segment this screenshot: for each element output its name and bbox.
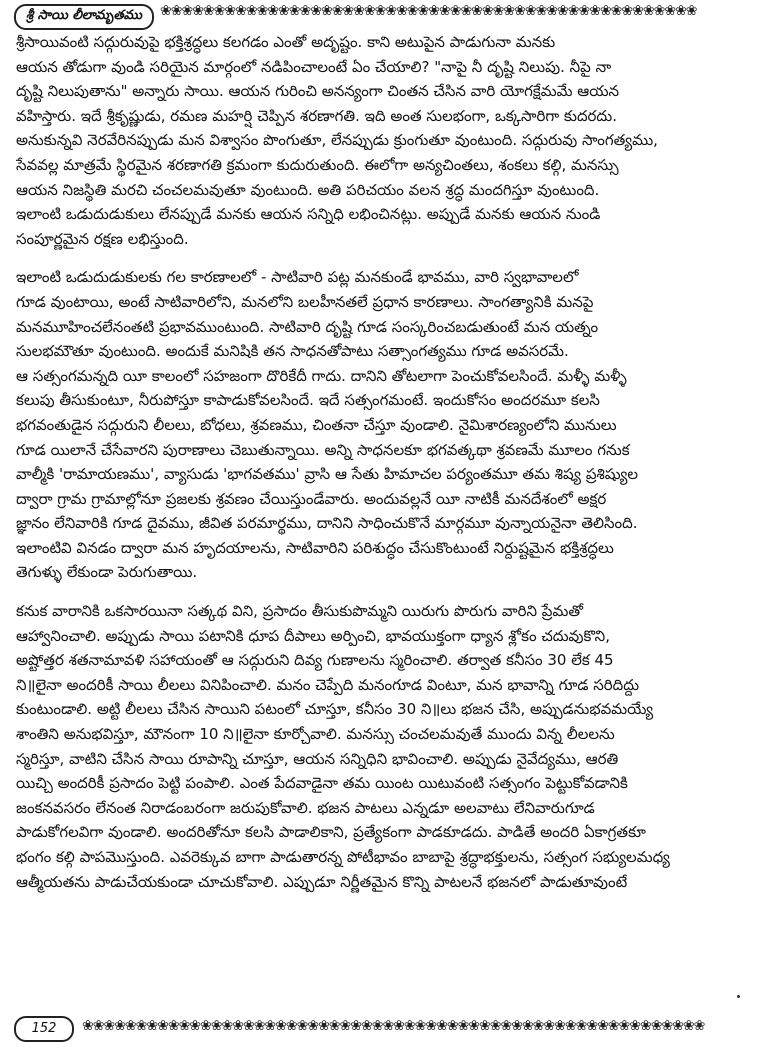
text-line: ఆహ్వానించాలి. అప్పుడు సాయి పటానికి ధూప దీపాలు అర్పించి, భావయుక్తంగా ధ్యాన శ్లోకం చదువుకొని, <box>16 626 610 645</box>
text-line: సేవవల్ల మాత్రమే స్థిరమైన శరణాగతి క్రమంగా కుదురుతుంది. ఈలోగా అన్యచింతలు, శంకలు కల్గి, మనస్సు <box>16 155 619 174</box>
text-line: కుంటుండాలి. అట్టి లీలలు చేసిన సాయిని పటంలో చూస్తూ, కనీసం 30 ని॥లు భజన చేసి, అప్పుడనుభవమయ్యే <box>16 700 654 719</box>
text-line: భంగం కల్గి పాపమొస్తుంది. ఎవరెక్కువ బాగా పాడుతారన్న పోటీభావం బాబాపై శ్రద్ధాభక్తులను, సత్సంగ సభ్యులమధ్య <box>16 848 670 866</box>
text-line: జంకనవసరం లేనంత నిరాడంబరంగా జరుపుకోవాలి. భజన పాటలు ఎన్నడూ అలవాటు లేనివారుగూడ <box>16 798 595 817</box>
text-line: ఆ సత్సంగమన్నది యీ కాలంలో సహజంగా దొరికేదీ గాదు. దానిని తోటలాగా పెంచుకోవలసిందే. మళ్ళీ మళ్ళీ <box>16 366 627 385</box>
book-title: శ్రీ సాయి లీలామృతము <box>14 4 154 30</box>
bottom-decorative-border: ❀❀❀❀❀❀❀❀❀❀❀❀❀❀❀❀❀❀❀❀❀❀❀❀❀❀❀❀❀❀❀❀❀❀❀❀❀❀❀❀❀❀❀❀❀❀❀❀❀❀❀❀❀❀❀❀❀❀ <box>82 1018 705 1034</box>
text-line: వహిస్తారు. ఇదే శ్రీకృష్ణుడు, రమణ మహర్షి చెప్పిన శరణాగతి. ఇది అంత సులభంగా, ఒక్కసారిగా కుదరదు. <box>16 106 617 125</box>
text-line: వాల్మీకి 'రామాయణము', వ్యాసుడు 'భాగవతము' వ్రాసి ఆ సేతు హిమాచల పర్యంతమూ తమ శిష్య ప్రశిష్యుల <box>16 465 638 484</box>
text-line: సంపూర్ణమైన రక్షణ లభిస్తుంది. <box>16 229 189 248</box>
text-line: ఇలాంటి ఒడుదుడుకులు లేనప్పుడే మనకు ఆయన సన్నిధి లభించినట్లు. అప్పుడే మనకు ఆయన నుండి <box>16 205 601 224</box>
text-line: ని॥లైనా అందరికీ సాయి లీలలు వినిపించాలి. మనం చెప్పేది మనంగూడ వింటూ, మన భావాన్ని గూడ సరిదిద్దు <box>16 675 640 694</box>
text-line: భగవంతుడైన సద్గురుని లీలలు, బోధలు, శ్రవణము, చింతనా చేస్తూ వుండాలి. నైమిశారణ్యంలోని మునులు <box>16 415 617 434</box>
page-number: 152 <box>14 1016 74 1042</box>
text-line: యిచ్చి అందరికీ ప్రసాదం పెట్టి పంపాలి. ఎంత పేదవాడైనా తమ యింట యిటువంటి సత్సంగం పెట్టుకోవడానికి <box>16 774 628 793</box>
text-line: ఇలాంటివి వినడం ద్వారా మన హృదయాలను, సాటివారిని పరిశుద్ధం చేసుకొంటుంటే నిర్దుష్టమైన భక్తిశ్రద్ధలు <box>16 538 614 557</box>
text-line: పాడుకోగలవిగా వుండాలి. అందరితోనూ కలసి పాడాలికాని, ప్రత్యేకంగా పాడకూడదు. పాడితే అందరి ఏకాగ్రతకూ <box>16 823 646 842</box>
text-line: ద్వారా గ్రామ గ్రామాల్లోనూ ప్రజలకు శ్రవణం చేయిస్తుండేవారు. అందువల్లనే యీ నాటికీ మనదేశంలో అక్షర <box>16 489 607 508</box>
text-line: ఆత్మీయతను పాడుచేయకుండా చూచుకోవాలి. ఎప్పుడూ నిర్ణీతమైన కొన్ని పాటలనే భజనలో పాడుతూవుంటే <box>16 872 628 891</box>
text-line: జ్ఞానం లేనివారికి గూడ దైవము, జీవిత పరమార్థము, దానిని సాధించుకొనే మార్గమూ వున్నాయనైనా తెలిసింది. <box>16 514 638 533</box>
text-line: గూడ వుంటాయి, అంటే సాటివారిలోని, మనలోని బలహీనతలే ప్రధాన కారణాలు. సాంగత్యానికి మనపై <box>16 292 594 311</box>
text-line: దృష్టి నిలుపుతాను" అన్నారు సాయి. ఆయన గురించి అనన్యంగా చింతన చేసిన వారి యోగక్షేమమే ఆయన <box>16 82 620 101</box>
text-line: శాంతిని అనుభవిస్తూ, మౌనంగా 10 ని॥లైనా కూర్చోవాలి. మనస్సు చంచలమవుతే ముందు విన్న లీలలను <box>16 725 615 744</box>
page-body <box>16 30 751 908</box>
top-decorative-border: ❀❀❀❀❀❀❀❀❀❀❀❀❀❀❀❀❀❀❀❀❀❀❀❀❀❀❀❀❀❀❀❀❀❀❀❀❀❀❀❀❀❀❀❀❀❀❀❀❀❀ <box>160 3 697 19</box>
paragraph-1 <box>16 30 751 251</box>
text-line: కలుపు తీసుకుంటూ, నీరుపోస్తూ కాపాడుకోవలసిందే. ఇదే సత్సంగమంటే. ఇందుకోసం అందరమూ కలసి <box>16 391 600 410</box>
text-line: కనుక వారానికి ఒకసారయినా సత్కథ విని, ప్రసాదం తీసుకుపొమ్మని యిరుగు పొరుగు వారిని ప్రేమతో <box>16 602 583 621</box>
text-line: ఆయన నిజస్థితి మరచి చంచలమవుతూ వుంటుంది. అతి పరిచయం వలన శ్రద్ధ మందగిస్తూ వుంటుంది. <box>16 180 600 199</box>
text-line: అనుకున్నవి నెరవేరినప్పుడు మన విశ్వాసం పొంగుతూ, లేనప్పుడు క్రుంగుతూ వుంటుంది. సద్గురువు సాంగత్యము, <box>16 131 658 150</box>
text-line: ఆయన తోడుగా వుండి సరియైన మార్గంలో నడిపించాలంటే ఏం చేయాలి? "నాపై నీ దృష్టి నిలుపు. నీపై నా <box>16 57 612 76</box>
paragraph-3 <box>16 599 751 894</box>
text-line: మనమూహించలేనంతటి ప్రభావముంటుంది. సాటివారి దృష్టి గూడ సంస్కరించబడుతుంటే మన యత్నం <box>16 317 599 336</box>
text-line: శ్రీసాయివంటి సద్గురువుపై భక్తిశ్రద్ధలు కలగడం ఎంతో అదృష్టం. కాని అటుపైన పాడుగునా మనకు <box>16 33 556 51</box>
text-line: అష్టోత్తర శతనామావళి సహాయంతో ఆ సద్గురుని దివ్య గుణాలను స్మరించాలి. తర్వాత కనీసం 30 లేక 45 <box>16 651 614 670</box>
text-line: తెగుళ్ళు లేకుండా పెరుగుతాయి. <box>16 563 198 582</box>
paragraph-2 <box>16 265 751 585</box>
text-line: గూడ యిలానే చేసేవారని పురాణాలు చెబుతున్నాయి. అన్ని సాధనలకూ భగవత్కథా శ్రవణమే మూలం గనుక <box>16 440 630 459</box>
text-line: సులభమౌతూ వుంటుంది. అందుకే మనిషికి తన సాధనతోపాటు సత్సాంగత్యము గూడ అవసరమే. <box>16 342 569 361</box>
margin-dot <box>737 995 740 998</box>
text-line: స్మరిస్తూ, వాటిని చేసిన సాయి రూపాన్ని చూస్తూ, ఆయన సన్నిధిని భావించాలి. అప్పుడు నైవేద్యము, ఆరతి <box>16 749 619 768</box>
text-line: ఇలాంటి ఒడుదుడుకులకు గల కారణాలలో - సాటివారి పట్ల మనకుండే భావము, వారి స్వభావాలలో <box>16 268 579 287</box>
